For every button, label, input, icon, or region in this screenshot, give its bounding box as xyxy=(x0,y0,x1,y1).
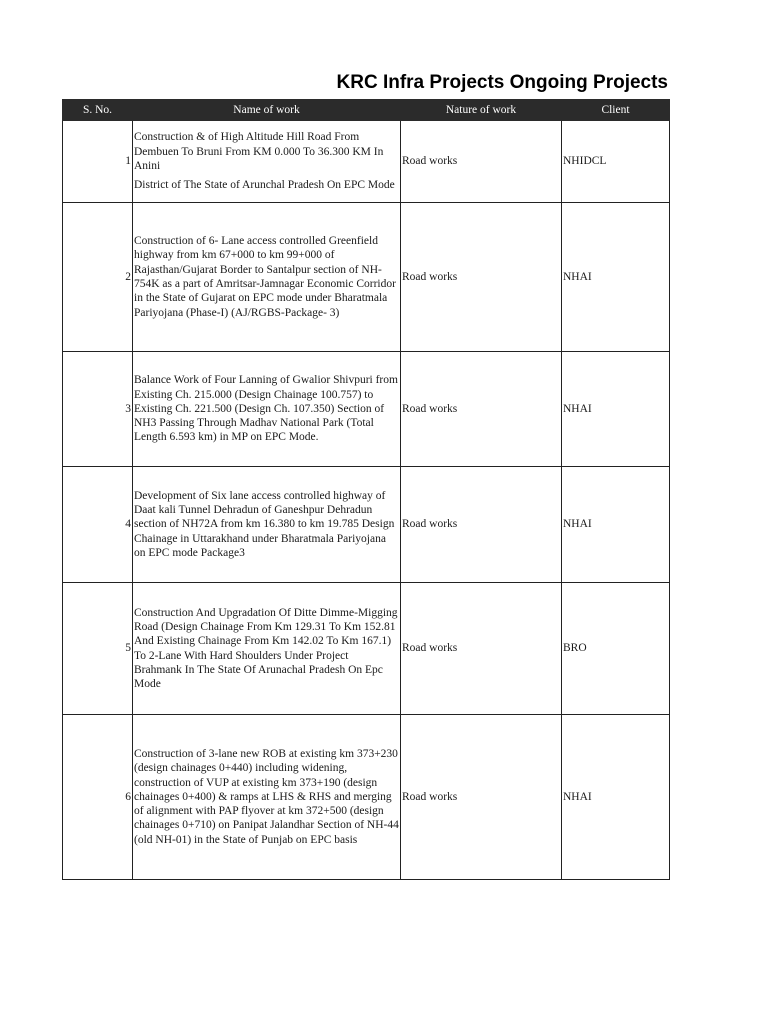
table-row xyxy=(63,583,670,715)
projects-table xyxy=(62,99,670,880)
name-of-work-text: Construction & of High Altitude Hill Road From Dembuen To Bruni From KM 0.000 To 36.300 KM In Anini xyxy=(134,131,384,172)
table-body xyxy=(63,121,670,880)
name-of-work-text: Balance Work of Four Lanning of Gwalior Shivpuri from Existing Ch. 215.000 (Design Chainage 100.757) to Existing Ch. 221.500 (Design Ch. 107.350) Section of NH3 Passing Through Madhav National Park (Total Length 6.593 km) in MP on EPC Mode. xyxy=(134,374,398,444)
client-cell: NHAI xyxy=(562,467,670,583)
name-of-work-cell xyxy=(133,121,401,203)
name-of-work-text: District of The State of Arunchal Pradesh On EPC Mode xyxy=(134,179,395,192)
nature-of-work-cell: Road works xyxy=(401,352,562,467)
table-row xyxy=(63,467,670,583)
nature-of-work-cell: Road works xyxy=(401,583,562,715)
name-of-work-text: Construction of 3-lane new ROB at existing km 373+230 (design chainages 0+440) including widening, construction of VUP at existing km 373+190 (design chainages 0+400) & ramps at LHS & RHS and merging of alignment with PAP flyover at km 372+500 (design chainages 0+710) on Panipat Jalandhar Section of NH-44 (old NH-01) in the State of Punjab on EPC basis xyxy=(134,747,399,846)
page-title: KRC Infra Projects Ongoing Projects xyxy=(336,72,668,93)
client-cell: BRO xyxy=(562,583,670,715)
name-of-work-cell xyxy=(133,203,401,352)
name-of-work-cell xyxy=(133,715,401,880)
sno-cell: 3 xyxy=(63,352,133,467)
sno-cell: 4 xyxy=(63,467,133,583)
header-nature-of-work: Nature of work xyxy=(401,100,562,121)
name-of-work-cell xyxy=(133,583,401,715)
table-header-row xyxy=(63,100,670,121)
header-sno: S. No. xyxy=(63,100,133,121)
client-cell: NHAI xyxy=(562,715,670,880)
name-of-work-text: Construction of 6- Lane access controlled Greenfield highway from km 67+000 to km 99+000 of Rajasthan/Gujarat Border to Santalpur section of NH-754K as a part of Amritsar-Jamnagar Economic Corridor in the State of Gujarat on EPC mode under Bharatmala Pariyojana (Phase-I) (AJ/RGBS-Package- 3) xyxy=(134,235,396,319)
nature-of-work-cell: Road works xyxy=(401,467,562,583)
table-row xyxy=(63,352,670,467)
name-of-work-text: Development of Six lane access controlled highway of Daat kali Tunnel Dehradun of Ganeshpur Dehradun section of NH72A from km 16.380 to km 19.785 Design Chainage in Uttarakhand under Bharatmala Pariyojana on EPC mode Package3 xyxy=(134,489,395,559)
sno-cell: 6 xyxy=(63,715,133,880)
sno-cell: 1 xyxy=(63,121,133,203)
header-client: Client xyxy=(562,100,670,121)
name-of-work-cell xyxy=(133,467,401,583)
sno-cell: 5 xyxy=(63,583,133,715)
sno-cell: 2 xyxy=(63,203,133,352)
header-name-of-work: Name of work xyxy=(133,100,401,121)
name-of-work-cell xyxy=(133,352,401,467)
client-cell: NHAI xyxy=(562,352,670,467)
table-row xyxy=(63,715,670,880)
client-cell: NHIDCL xyxy=(562,121,670,203)
nature-of-work-cell: Road works xyxy=(401,715,562,880)
nature-of-work-cell: Road works xyxy=(401,203,562,352)
name-of-work-text: Construction And Upgradation Of Ditte Dimme-Migging Road (Design Chainage From Km 129.31 To Km 152.81 And Existing Chainage From Km 142.02 To Km 167.1) To 2-Lane With Hard Shoulders Under Project Brahmank In The State Of Arunachal Pradesh On Epc Mode xyxy=(134,606,398,691)
table-row xyxy=(63,203,670,352)
client-cell: NHAI xyxy=(562,203,670,352)
nature-of-work-cell: Road works xyxy=(401,121,562,203)
table-row xyxy=(63,121,670,203)
